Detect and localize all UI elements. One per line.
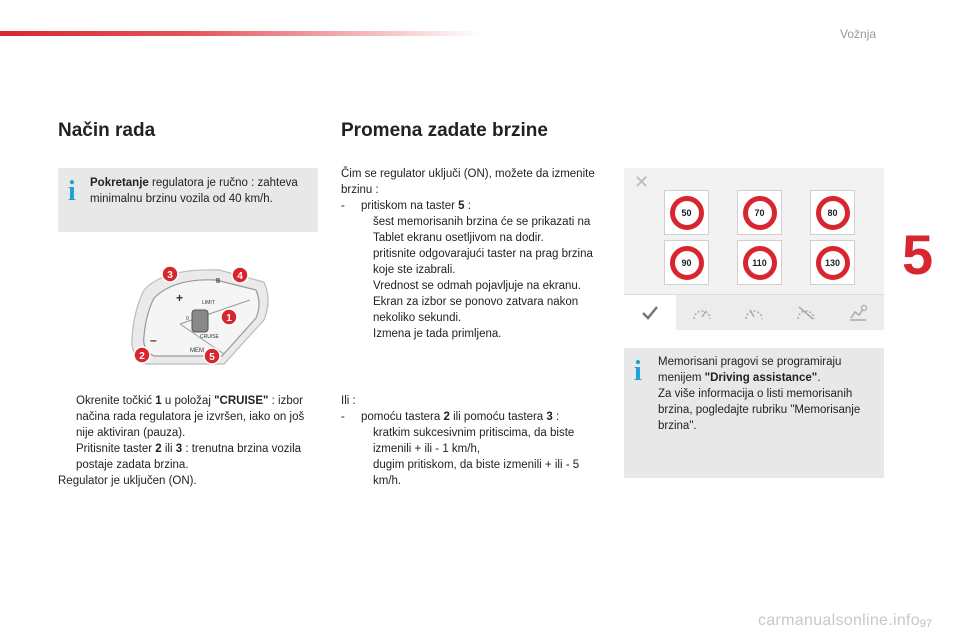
dash-row: - pritiskom na taster 5 : [341, 200, 471, 212]
dash-row: - pomoću tastera 2 ili pomoću tastera 3 : [341, 411, 560, 423]
sub-item: pritisnite odgovarajući taster na prag brzina koje ste izabrali. [373, 248, 593, 276]
svg-text:5: 5 [209, 352, 215, 363]
left-title: Način rada [58, 120, 156, 141]
info-box-memorised: i Memorisani pragovi se programiraju menijem "Driving assistance". Za više informacija o listi memorisanih brzina, pogledajte rubriku "Memorisanje brzina". [624, 348, 884, 478]
sub-item: kratkim sukcesivnim pritiscima, da biste izmenili + ili - 1 km/h, [373, 427, 575, 455]
step-row: Okrenite točkić 1 u položaj "CRUISE" : izbor načina rada regulatora je izvršen, iako on još nije aktiviran (pauza). [58, 393, 318, 441]
speed-sign: 90 [670, 246, 704, 280]
page-number: 97 [919, 618, 932, 630]
callout-4 [232, 267, 248, 283]
callout-3 [162, 266, 178, 282]
info-bold: Pokretanje [90, 177, 149, 189]
middle-continuation-2: Izmena je tada primljena. [373, 328, 502, 340]
header-accent-bar [0, 31, 480, 36]
speed-button-90[interactable] [664, 240, 709, 285]
speed-button-80[interactable] [810, 190, 855, 235]
speed-sign: 80 [816, 196, 850, 230]
tablet-speed-screen [624, 168, 884, 330]
svg-text:4: 4 [237, 271, 243, 282]
watermark: carmanualsonline.info [758, 612, 920, 629]
left-steps [58, 393, 318, 489]
speed-sign: 70 [743, 196, 777, 230]
close-icon[interactable]: ✕ [634, 172, 650, 192]
gauge-icon[interactable] [676, 295, 728, 331]
info-box-start [58, 168, 318, 232]
middle-continuation: Vrednost se odmah pojavljuje na ekranu. Ekran za izbor se ponovo zatvara nakon nekoliko sekundi. [373, 280, 581, 324]
middle-title: Promena zadate brzine [341, 120, 548, 141]
info-text: regulatora je ručno : zahteva minimalnu brzinu vozila od 40 km/h. [90, 177, 298, 205]
off-icon[interactable] [780, 295, 832, 331]
check-icon[interactable] [624, 295, 676, 331]
middle-text-bottom [341, 393, 605, 489]
speed-sign: 130 [816, 246, 850, 280]
info-icon: i [634, 356, 642, 387]
speed-sign: 110 [743, 246, 777, 280]
step-bullet [58, 393, 76, 441]
limit-label: LIMIT [202, 300, 215, 306]
steering-wheel-control-diagram [124, 260, 274, 372]
speed-sign: 50 [670, 196, 704, 230]
callout-2 [134, 347, 150, 363]
step-row: Pritisnite taster 2 ili 3 : trenutna brzina vozila postaje zadata brzina. [58, 441, 318, 473]
speed-button-70[interactable] [737, 190, 782, 235]
plus-label: + [176, 291, 184, 305]
middle-intro: Čim se regulator uključi (ON), možete da izmenite brzinu : [341, 168, 595, 196]
screen-tab-bar [624, 294, 884, 330]
settings-icon[interactable] [832, 295, 884, 331]
final-text: Regulator je uključen (ON). [58, 475, 197, 487]
speed-limit-icon[interactable] [728, 295, 780, 331]
mem-label: MEM [190, 348, 204, 354]
sub-item: šest memorisanih brzina će se prikazati na Tablet ekranu osetljivom na dodir. [373, 216, 591, 244]
svg-text:1: 1 [226, 313, 232, 324]
svg-text:2: 2 [139, 351, 145, 362]
step-bullet [58, 441, 76, 473]
minus-label: – [150, 333, 157, 347]
chapter-number: 5 [902, 223, 934, 286]
middle-text-top [341, 166, 605, 342]
callout-5 [204, 348, 220, 364]
ili-label: Ili : [341, 395, 356, 407]
svg-text:3: 3 [167, 270, 173, 281]
info-more: Za više informacija o listi memorisanih brzina, pogledajte rubriku "Memorisanje brzina". [658, 388, 861, 432]
cruise-label: CRUISE [200, 334, 219, 340]
zero-label: 0 [186, 316, 189, 322]
sub-item: dugim pritiskom, da biste izmenili + ili - 5 km/h. [373, 459, 580, 487]
info-icon: i [68, 176, 76, 207]
speed-button-130[interactable] [810, 240, 855, 285]
section-title: Vožnja [840, 27, 877, 41]
callout-1 [221, 309, 237, 325]
speed-button-50[interactable] [664, 190, 709, 235]
pause-label: II [216, 278, 220, 285]
speed-button-110[interactable] [737, 240, 782, 285]
